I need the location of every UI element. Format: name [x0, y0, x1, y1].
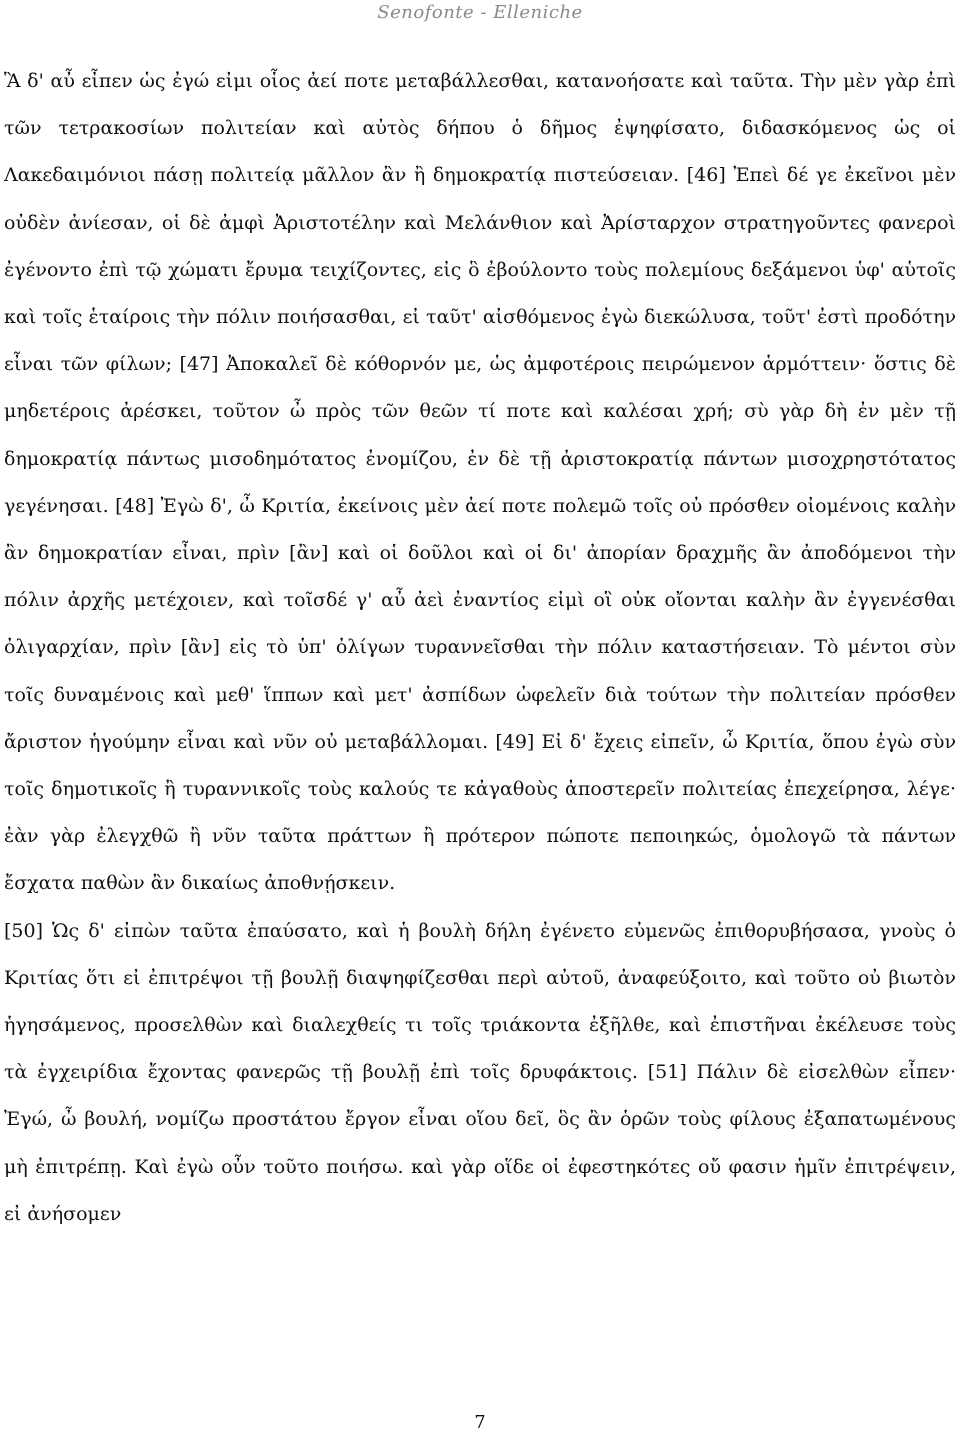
page-number: 7: [474, 1412, 486, 1433]
text-body: [4, 58, 956, 1238]
running-header: Senofonte - Elleniche: [377, 2, 583, 23]
paragraph: Ἃ δ' αὖ εἶπεν ὡς ἐγώ εἰμι οἷος ἀεί ποτε μεταβάλλεσθαι, κατανοήσατε καὶ ταῦτα. Τὴν μὲν γὰρ ἐπὶ τῶν τετρακοσίων πολιτείαν καὶ αὐτὸς δήπου ὁ δῆμος ἐψηφίσατο, διδασκόμενος ὡς οἱ Λακεδαιμόνιοι πάσῃ πολιτείᾳ μᾶλλον ἂν ἢ δημοκρατίᾳ πιστεύσειαν. [46] Ἐπεὶ δέ γε ἐκεῖνοι μὲν οὐδὲν ἀνίεσαν, οἱ δὲ ἀμφὶ Ἀριστοτέλην καὶ Μελάνθιον καὶ Ἀρίσταρχον στρατηγοῦντες φανεροὶ ἐγένοντο ἐπὶ τῷ χώματι ἔρυμα τειχίζοντες, εἰς ὃ ἐβούλοντο τοὺς πολεμίους δεξάμενοι ὑφ' αὑτοῖς καὶ τοῖς ἑταίροις τὴν πόλιν ποιήσασθαι, εἰ ταῦτ' αἰσθόμενος ἐγὼ διεκώλυσα, τοῦτ' ἐστὶ προδότην εἶναι τῶν φίλων; [47] Ἀποκαλεῖ δὲ κόθορνόν με, ὡς ἀμφοτέροις πειρώμενον ἁρμόττειν· ὅστις δὲ μηδετέροις ἀρέσκει, τοῦτον ὦ πρὸς τῶν θεῶν τί ποτε καὶ καλέσαι χρή; σὺ γὰρ δὴ ἐν μὲν τῇ δημοκρατίᾳ πάντως μισοδημότατος ἐνομίζου, ἐν δὲ τῇ ἀριστοκρατίᾳ πάντων μισοχρηστότατος γεγένησαι. [48] Ἐγὼ δ', ὦ Κριτία, ἐκείνοις μὲν ἀεί ποτε πολεμῶ τοῖς οὐ πρόσθεν οἰομένοις καλὴν ἂν δημοκρατίαν εἶναι, πρὶν [ἂν] καὶ οἱ δοῦλοι καὶ οἱ δι' ἀπορίαν δραχμῆς ἂν ἀποδόμενοι τὴν πόλιν ἀρχῆς μετέχοιεν, καὶ τοῖσδέ γ' αὖ ἀεὶ ἐναντίος εἰμὶ οἳ οὐκ οἴονται καλὴν ἂν ἐγγενέσθαι ὀλιγαρχίαν, πρὶν [ἂν] εἰς τὸ ὑπ' ὀλίγων τυραννεῖσθαι τὴν πόλιν καταστήσειαν. Τὸ μέντοι σὺν τοῖς δυναμένοις καὶ μεθ' ἵππων καὶ μετ' ἀσπίδων ὠφελεῖν διὰ τούτων τὴν πολιτείαν πρόσθεν ἄριστον ἡγούμην εἶναι καὶ νῦν οὐ μεταβάλλομαι. [49] Εἰ δ' ἔχεις εἰπεῖν, ὦ Κριτία, ὅπου ἐγὼ σὺν τοῖς δημοτικοῖς ἢ τυραννικοῖς τοὺς καλούς τε κἀγαθοὺς ἀποστερεῖν πολιτείας ἐπεχείρησα, λέγε· ἐὰν γὰρ ἐλεγχθῶ ἢ νῦν ταῦτα πράττων ἢ πρότερον πώποτε πεποιηκώς, ὁμολογῶ τὰ πάντων ἔσχατα παθὼν ἂν δικαίως ἀποθνῄσκειν.: [4, 70, 956, 895]
paragraph: [50] Ὡς δ' εἰπὼν ταῦτα ἐπαύσατο, καὶ ἡ βουλὴ δήλη ἐγένετο εὐμενῶς ἐπιθορυβήσασα, γνοὺς ὁ Κριτίας ὅτι εἰ ἐπιτρέψοι τῇ βουλῇ διαψηφίζεσθαι περὶ αὐτοῦ, ἀναφεύξοιτο, καὶ τοῦτο οὐ βιωτὸν ἡγησάμενος, προσελθὼν καὶ διαλεχθείς τι τοῖς τριάκοντα ἐξῆλθε, καὶ ἐπιστῆναι ἐκέλευσε τοὺς τὰ ἐγχειρίδια ἔχοντας φανερῶς τῇ βουλῇ ἐπὶ τοῖς δρυφάκτοις. [51] Πάλιν δὲ εἰσελθὼν εἶπεν· Ἐγώ, ὦ βουλή, νομίζω προστάτου ἔργον εἶναι οἵου δεῖ, ὃς ἂν ὁρῶν τοὺς φίλους ἐξαπατωμένους μὴ ἐπιτρέπῃ. Καὶ ἐγὼ οὖν τοῦτο ποιήσω. καὶ γὰρ οἵδε οἱ ἐφεστηκότες οὔ φασιν ἡμῖν ἐπιτρέψειν, εἰ ἀνήσομεν: [4, 919, 956, 1225]
